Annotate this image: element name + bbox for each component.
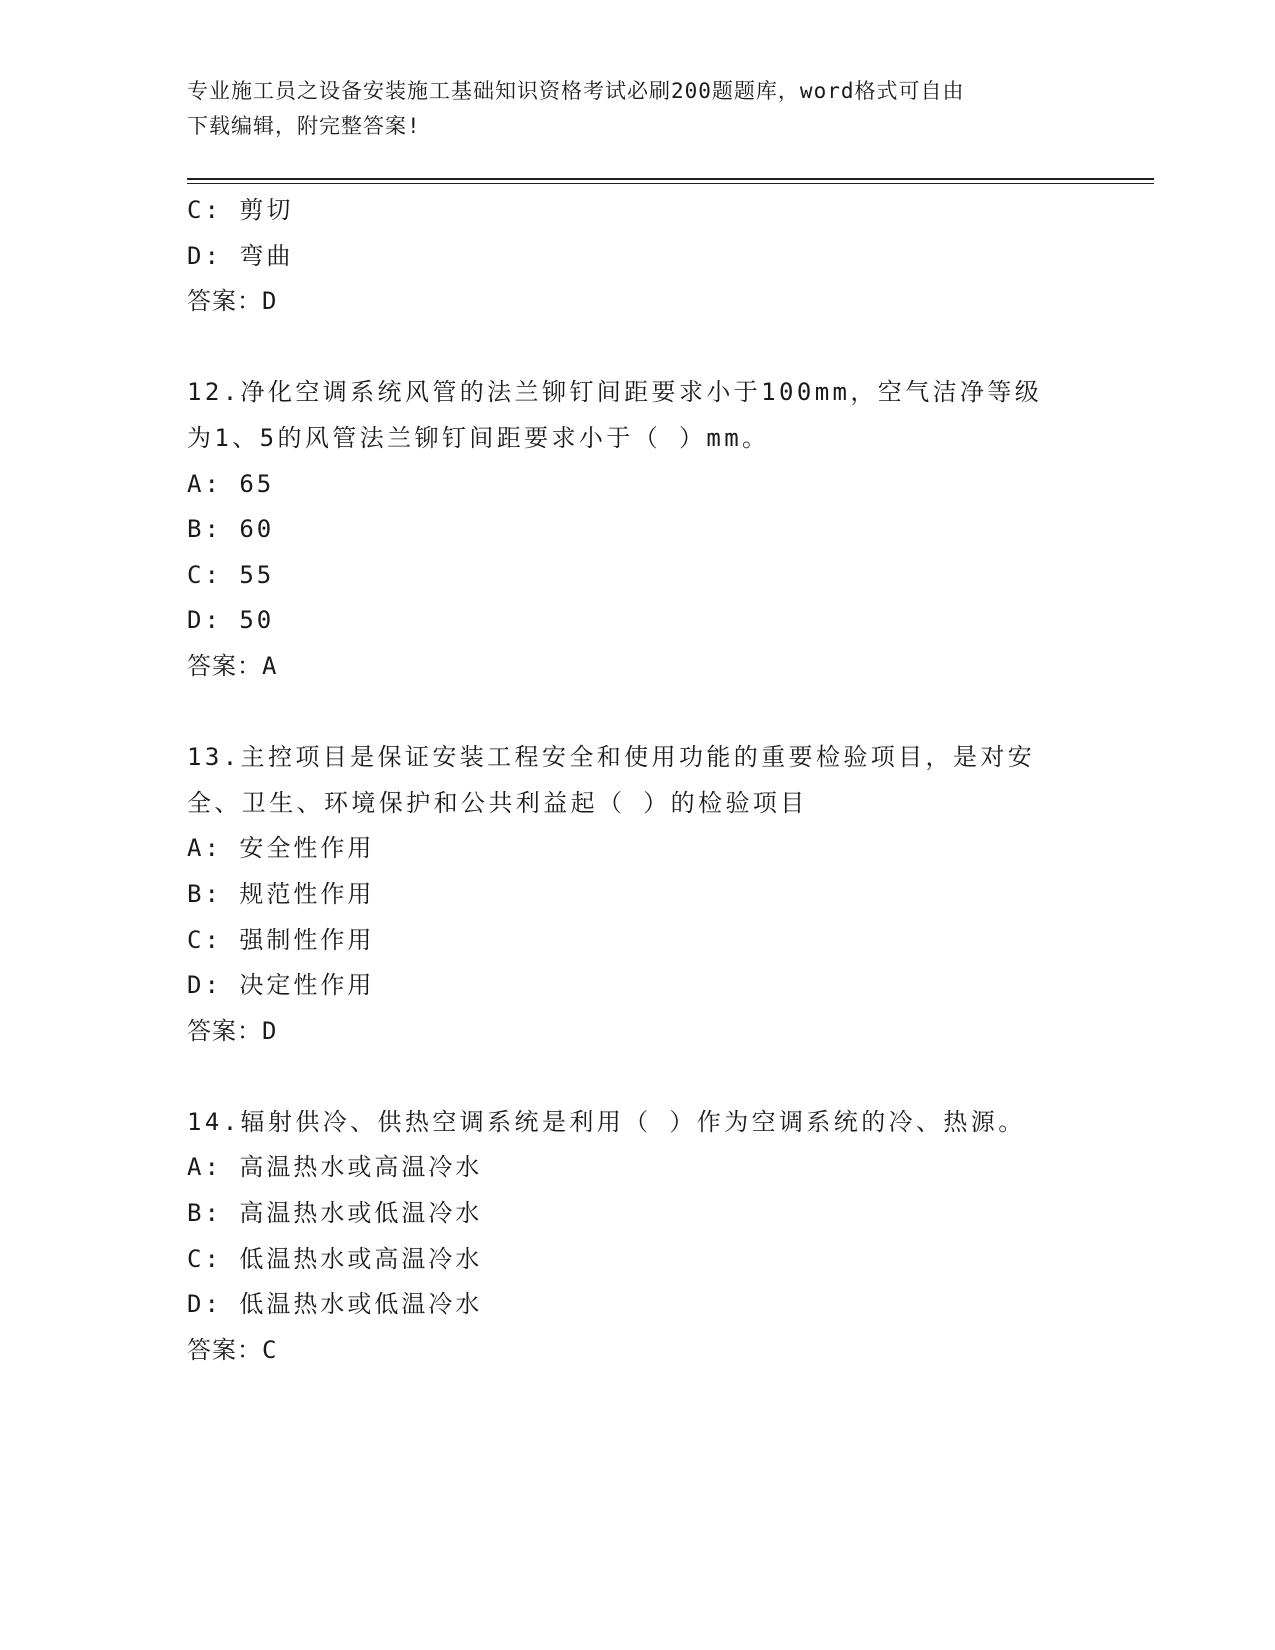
question-stem-line-1: 12.净化空调系统风管的法兰铆钉间距要求小于100mm，空气洁净等级 — [187, 378, 1043, 407]
question-13 — [187, 735, 1087, 1054]
answer: 答案：D — [187, 1016, 278, 1045]
header-title-line-2: 下载编辑，附完整答案! — [187, 114, 421, 138]
option-a: A: 65 — [187, 469, 275, 498]
header-title-line-1: 专业施工员之设备安装施工基础知识资格考试必刷200题题库，word格式可自由 — [187, 79, 965, 103]
answer: 答案：D — [187, 287, 278, 316]
option-b: B: 60 — [187, 515, 275, 544]
question-stem-line-2: 全、卫生、环境保护和公共利益起（ ）的检验项目 — [187, 788, 808, 817]
option-d: D: 低温热水或低温冷水 — [187, 1290, 483, 1319]
option-b: B: 规范性作用 — [187, 879, 375, 908]
option-a: A: 高温热水或高温冷水 — [187, 1153, 483, 1182]
option-a: A: 安全性作用 — [187, 834, 375, 863]
question-12 — [187, 370, 1087, 689]
option-c: C: 强制性作用 — [187, 925, 375, 954]
page-header — [187, 74, 1087, 144]
option-c: C: 低温热水或高温冷水 — [187, 1244, 483, 1273]
spacer — [187, 1054, 1087, 1100]
answer: 答案：C — [187, 1335, 278, 1364]
answer: 答案：A — [187, 651, 278, 680]
question-14 — [187, 1100, 1087, 1374]
header-divider-thin — [187, 183, 1154, 184]
question-11-tail — [187, 188, 1087, 325]
spacer — [187, 325, 1087, 371]
option-c: C: 55 — [187, 560, 275, 589]
question-stem-line-1: 14.辐射供冷、供热空调系统是利用（ ）作为空调系统的冷、热源。 — [187, 1107, 1026, 1136]
header-divider-thick — [187, 178, 1154, 180]
option-c: C: 剪切 — [187, 196, 294, 224]
question-list — [187, 188, 1087, 1373]
spacer — [187, 690, 1087, 736]
question-stem-line-2: 为1、5的风管法兰铆钉间距要求小于（ ）mm。 — [187, 423, 770, 452]
question-stem-line-1: 13.主控项目是保证安装工程安全和使用功能的重要检验项目，是对安 — [187, 743, 1036, 772]
option-d: D: 决定性作用 — [187, 971, 375, 1000]
option-d: D: 弯曲 — [187, 241, 294, 270]
option-b: B: 高温热水或低温冷水 — [187, 1199, 483, 1228]
option-d: D: 50 — [187, 606, 275, 635]
